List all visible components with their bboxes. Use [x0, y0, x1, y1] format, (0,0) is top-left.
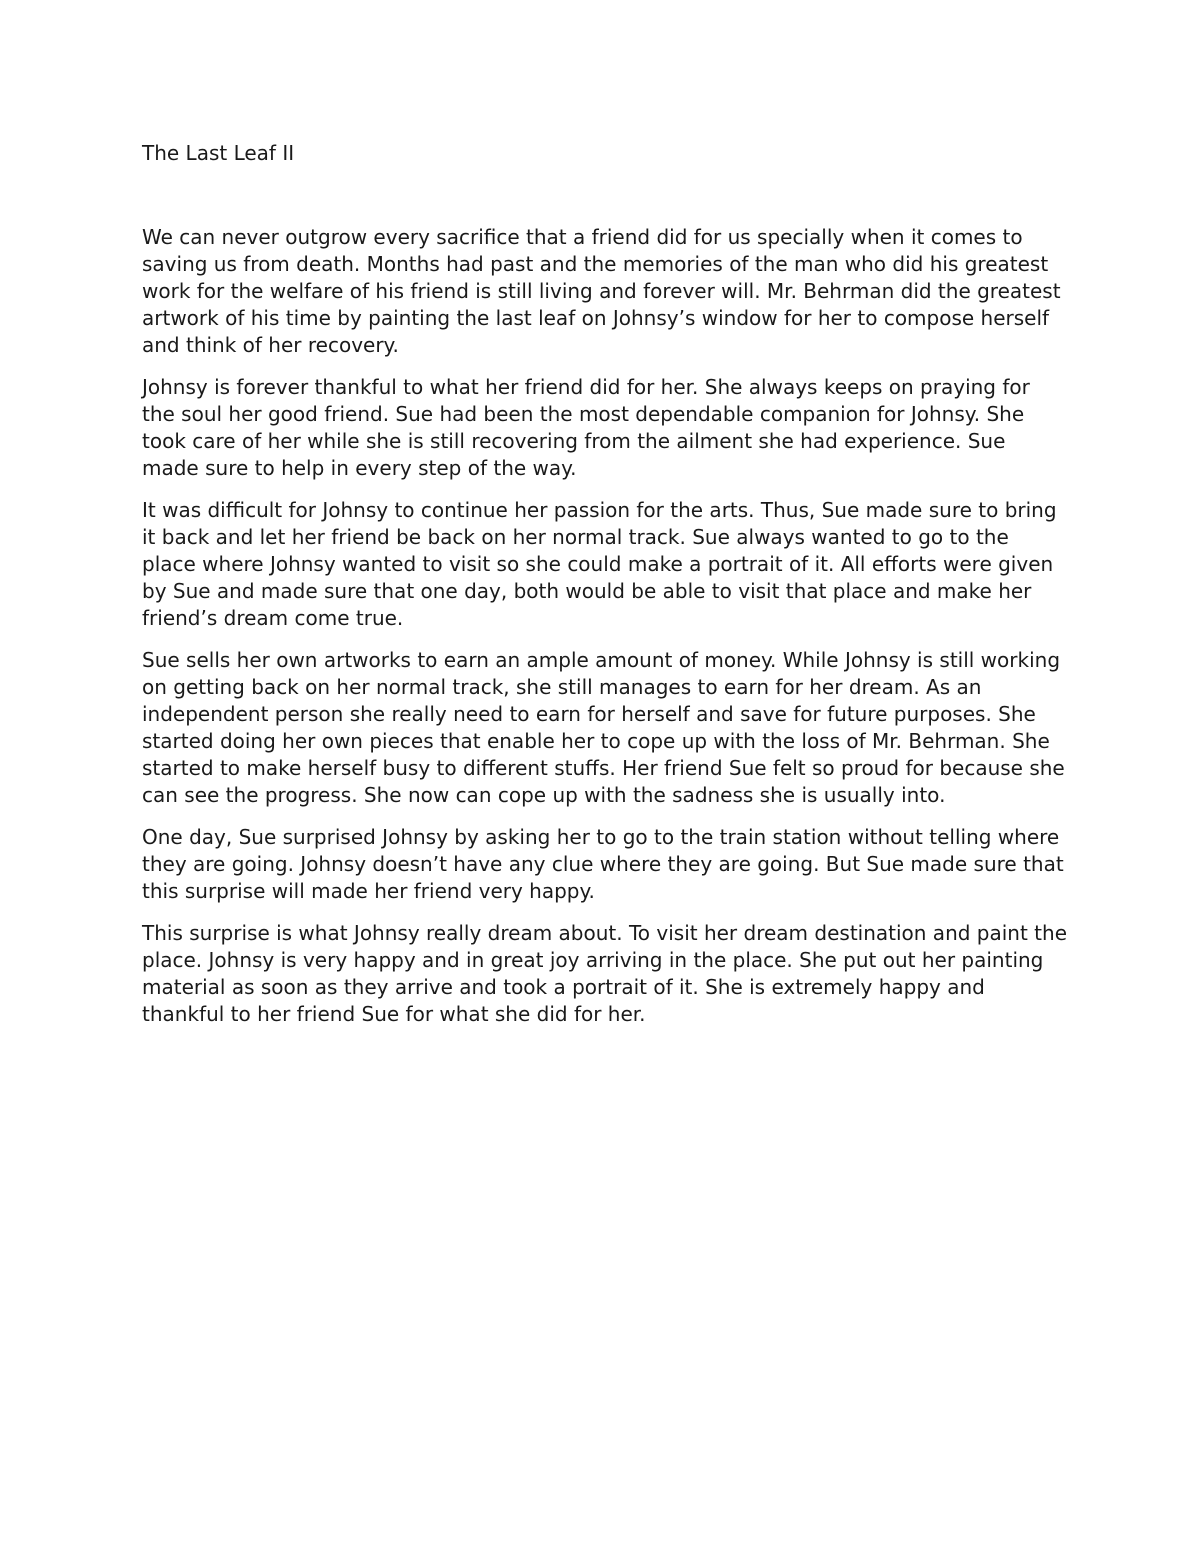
paragraph-2: Johnsy is forever thankful to what her friend did for her. She always keeps on praying for the soul her good friend. Sue had been the most dependable companion for Johnsy. She took care of her while she is still recovering from the ailment she had experience. Sue made sure to help in every step of the way. — [142, 375, 1030, 480]
paragraph-1: We can never outgrow every sacrifice that a friend did for us specially when it comes to saving us from death. Months had past and the memories of the man who did his greatest work for the welfare of his friend is still living and forever will. Mr. Behrman did the greatest artwork of his time by painting the last leaf on Johnsy’s window for her to compose herself and think of her recovery. — [142, 225, 1061, 357]
paragraph-5: One day, Sue surprised Johnsy by asking her to go to the train station without telling where they are going. Johnsy doesn’t have any clue where they are going. But Sue made sure that this surprise will made her friend very happy. — [142, 825, 1064, 903]
paragraph-3: It was difficult for Johnsy to continue her passion for the arts. Thus, Sue made sure to bring it back and let her friend be back on her normal track. Sue always wanted to go to the place where Johnsy wanted to visit so she could make a portrait of it. All efforts were given by Sue and made sure that one day, both would be able to visit that place and make her friend’s dream come true. — [142, 498, 1057, 630]
document-title: The Last Leaf II — [142, 141, 295, 165]
paragraph-6: This surprise is what Johnsy really dream about. To visit her dream destination and paint the place. Johnsy is very happy and in great joy arriving in the place. She put out her painting material as soon as they arrive and took a portrait of it. She is extremely happy and thankful to her friend Sue for what she did for her. — [142, 921, 1067, 1026]
paragraph-4: Sue sells her own artworks to earn an ample amount of money. While Johnsy is still working on getting back on her normal track, she still manages to earn for her dream. As an independent person she really need to earn for herself and save for future purposes. She started doing her own pieces that enable her to cope up with the loss of Mr. Behrman. She started to make herself busy to different stuffs. Her friend Sue felt so proud for because she can see the progress. She now can cope up with the sadness she is usually into. — [142, 648, 1065, 807]
document-body — [142, 140, 1067, 1043]
